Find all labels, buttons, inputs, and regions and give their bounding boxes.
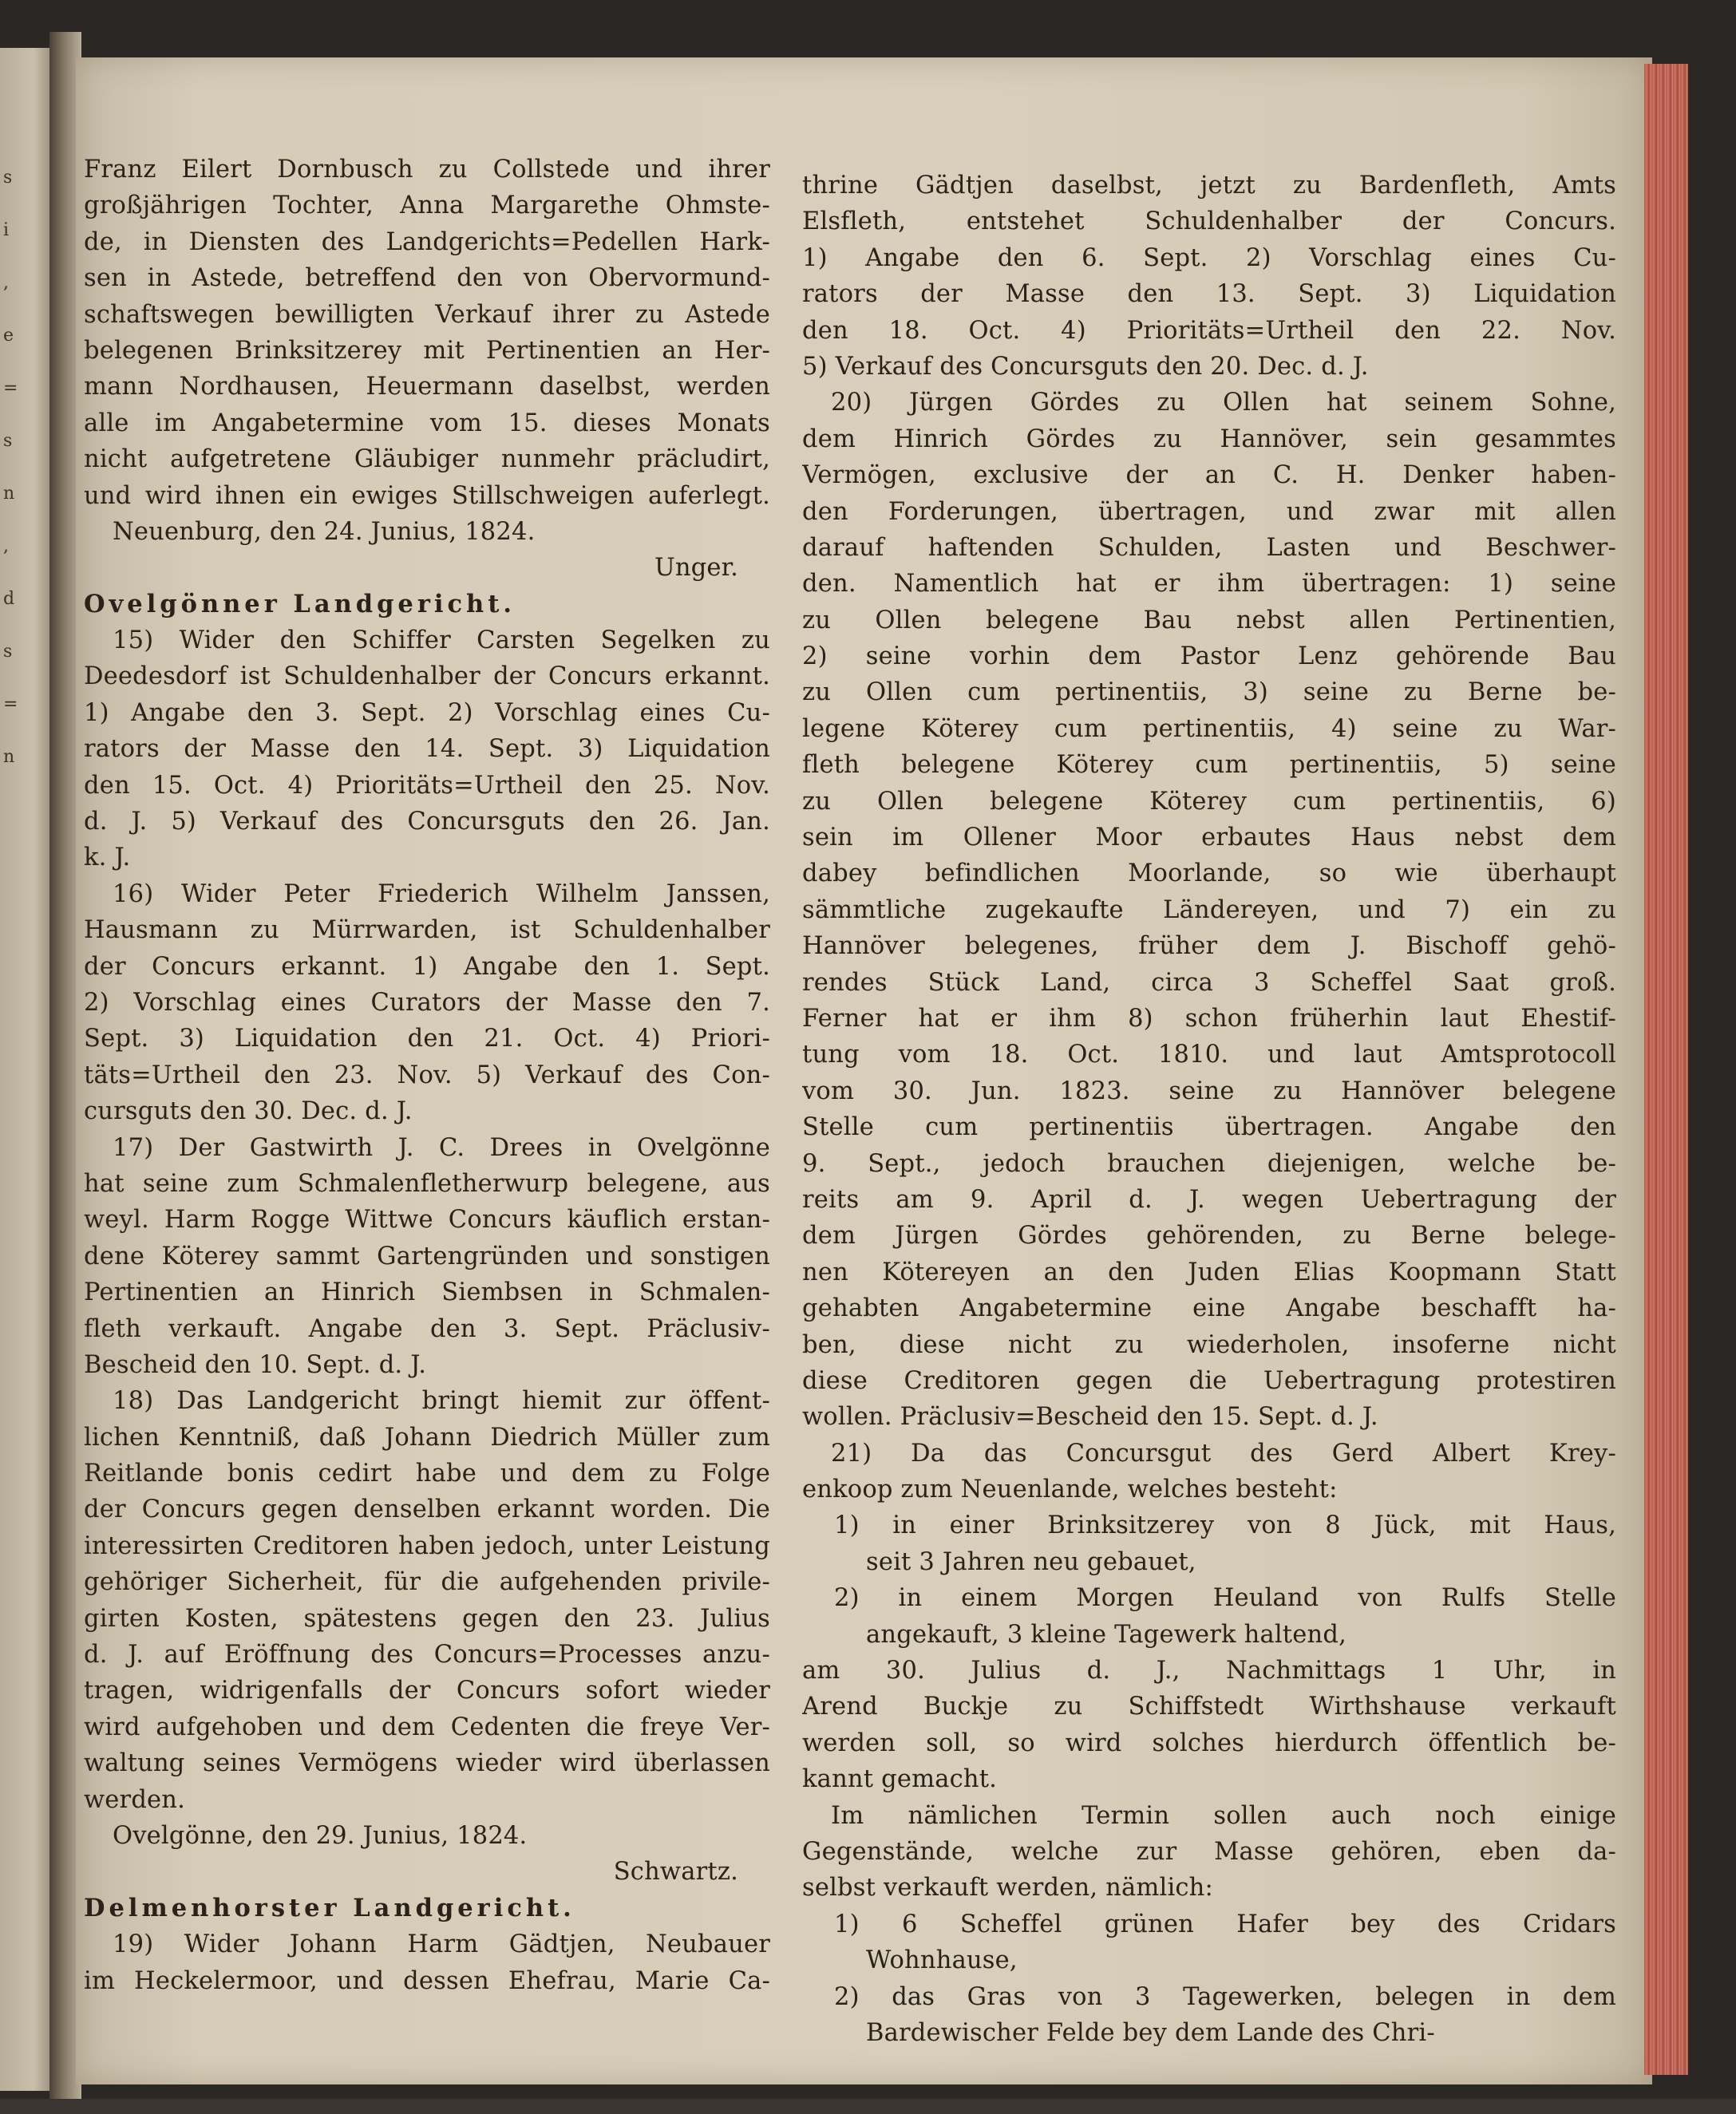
left-column-line: hat seine zum Schmalenfletherwurp belegene, aus xyxy=(84,1169,770,1198)
left-column-line: nicht aufgetretene Gläubiger nunmehr präcludirt, xyxy=(84,445,770,474)
left-column-line: Delmenhorster Landgericht. xyxy=(84,1893,575,1922)
left-column-line: Bescheid den 10. Sept. d. J. xyxy=(84,1350,427,1379)
margin-fragment: n xyxy=(3,747,15,767)
margin-fragment: e xyxy=(3,326,14,346)
right-column-line: selbst verkauft werden, nämlich: xyxy=(802,1874,1213,1903)
left-column-line: k. J. xyxy=(84,844,131,872)
left-column-line: werden. xyxy=(84,1785,186,1814)
right-column-line: 2) das Gras von 3 Tagewerken, belegen in dem xyxy=(834,1982,1616,2011)
right-column-line: 1) in einer Brinksitzerey von 8 Jück, mit Haus, xyxy=(834,1511,1616,1540)
right-column-line: dabey befindlichen Moorlande, so wie überhaupt xyxy=(802,859,1616,888)
left-column-line: mann Nordhausen, Heuermann daselbst, werden xyxy=(84,373,770,401)
margin-fragment: d xyxy=(3,589,15,609)
left-column-line: de, in Diensten des Landgerichts=Pedellen Hark- xyxy=(84,227,770,256)
right-column-line: diese Creditoren gegen die Uebertragung protestiren xyxy=(802,1366,1616,1395)
left-column-line: gehöriger Sicherheit, für die aufgehenden privile- xyxy=(84,1568,770,1597)
right-column-line: darauf haftenden Schulden, Lasten und Beschwer- xyxy=(802,533,1616,562)
margin-fragment: , xyxy=(3,273,9,293)
left-column-line: interessirten Creditoren haben jedoch, unter Leistung xyxy=(84,1531,770,1560)
right-column-line: zu Ollen belegene Bau nebst allen Pertinentien, xyxy=(802,606,1616,634)
page-fore-edge xyxy=(1644,64,1688,2075)
margin-fragment: , xyxy=(3,536,9,556)
right-column-line: rators der Masse den 13. Sept. 3) Liquidation xyxy=(802,280,1616,309)
left-column-line: Neuenburg, den 24. Junius, 1824. xyxy=(113,517,536,546)
right-column-line: 20) Jürgen Gördes zu Ollen hat seinem Sohne, xyxy=(831,389,1616,417)
right-column-line: Bardewischer Felde bey dem Lande des Chri- xyxy=(866,2018,1435,2047)
left-column-line: Sept. 3) Liquidation den 21. Oct. 4) Priori- xyxy=(84,1025,770,1053)
left-column-line: und wird ihnen ein ewiges Stillschweigen auferlegt. xyxy=(84,481,770,510)
margin-fragment: = xyxy=(3,694,18,714)
right-column-line: Im nämlichen Termin sollen auch noch einige xyxy=(831,1801,1616,1830)
left-column-line: schaftswegen bewilligten Verkauf ihrer zu Astede xyxy=(84,300,770,329)
left-column-line: Unger. xyxy=(654,554,738,583)
right-column-line: nen Kötereyen an den Juden Elias Koopmann Statt xyxy=(802,1258,1616,1286)
right-column-line: angekauft, 3 kleine Tagewerk haltend, xyxy=(866,1620,1346,1649)
right-column-line: rendes Stück Land, circa 3 Scheffel Saat groß. xyxy=(802,968,1616,997)
right-column-line: sein im Ollener Moor erbautes Haus nebst dem xyxy=(802,824,1616,852)
left-column-line: 2) Vorschlag eines Curators der Masse den 7. xyxy=(84,988,770,1017)
right-column-line: thrine Gädtjen daselbst, jetzt zu Bardenfleth, Amts xyxy=(802,172,1616,200)
left-column-line: den 15. Oct. 4) Prioritäts=Urtheil den 25. Nov. xyxy=(84,771,770,800)
left-column-line: fleth verkauft. Angabe den 3. Sept. Präclusiv- xyxy=(84,1314,770,1343)
left-column-line: 18) Das Landgericht bringt hiemit zur öffent- xyxy=(113,1387,770,1416)
right-column-line: Wohnhause, xyxy=(866,1946,1018,1975)
margin-fragment: s xyxy=(3,431,13,451)
left-column-line: rators der Masse den 14. Sept. 3) Liquidation xyxy=(84,735,770,764)
left-column-line: belegenen Brinksitzerey mit Pertinentien an Her- xyxy=(84,336,770,365)
right-column-line: am 30. Julius d. J., Nachmittags 1 Uhr, in xyxy=(802,1657,1616,1685)
left-column-line: wird aufgehoben und dem Cedenten die freye Ver- xyxy=(84,1713,770,1741)
left-column-line: Hausmann zu Mürrwarden, ist Schuldenhalber xyxy=(84,916,770,945)
margin-fragment: s xyxy=(3,642,13,662)
left-column-line: Deedesdorf ist Schuldenhalber der Concurs erkannt. xyxy=(84,662,770,691)
right-column-line: ben, diese nicht zu wiederholen, insoferne nicht xyxy=(802,1330,1616,1359)
left-column-line: 15) Wider den Schiffer Carsten Segelken zu xyxy=(113,626,770,655)
right-column-line: Gegenstände, welche zur Masse gehören, eben da- xyxy=(802,1837,1616,1866)
left-text-column xyxy=(84,152,770,1999)
right-column-line: enkoop zum Neuenlande, welches besteht: xyxy=(802,1476,1338,1504)
right-column-line: 1) 6 Scheffel grünen Hafer bey des Cridars xyxy=(834,1910,1616,1938)
right-column-line: seit 3 Jahren neu gebauet, xyxy=(866,1547,1196,1576)
bottom-strip xyxy=(0,2099,1736,2114)
left-column-line: sen in Astede, betreffend den von Obervormund- xyxy=(84,264,770,293)
right-column-line: 2) seine vorhin dem Pastor Lenz gehörende Bau xyxy=(802,642,1616,671)
right-column-line: den. Namentlich hat er ihm übertragen: 1) seine xyxy=(802,570,1616,599)
right-column-line: Vermögen, exclusive der an C. H. Denker haben- xyxy=(802,461,1616,490)
right-column-line: zu Ollen belegene Köterey cum pertinentiis, 6) xyxy=(802,787,1616,816)
right-column-line: wollen. Präclusiv=Bescheid den 15. Sept. d. J. xyxy=(802,1403,1378,1432)
right-column-line: Hannöver belegenes, früher dem J. Bischoff gehö- xyxy=(802,932,1616,961)
left-column-line: Schwartz. xyxy=(613,1858,738,1887)
right-column-line: Elsfleth, entstehet Schuldenhalber der Concurs. xyxy=(802,207,1616,236)
left-column-line: der Concurs erkannt. 1) Angabe den 1. Sept. xyxy=(84,952,770,981)
left-column-line: dene Köterey sammt Gartengründen und sonstigen xyxy=(84,1242,770,1270)
left-column-line: waltung seines Vermögens wieder wird überlassen xyxy=(84,1749,770,1778)
left-column-line: girten Kosten, spätestens gegen den 23. Julius xyxy=(84,1604,770,1633)
left-column-line: Reitlande bonis cedirt habe und dem zu Folge xyxy=(84,1460,770,1488)
right-column-line: Ferner hat er ihm 8) schon früherhin laut Ehestif- xyxy=(802,1004,1616,1033)
right-column-line: Stelle cum pertinentiis übertragen. Angabe den xyxy=(802,1113,1616,1142)
right-column-line: fleth belegene Köterey cum pertinentiis, 5) seine xyxy=(802,751,1616,780)
left-column-line: d. J. 5) Verkauf des Concursguts den 26. Jan. xyxy=(84,808,770,836)
right-column-line: den 18. Oct. 4) Prioritäts=Urtheil den 22. Nov. xyxy=(802,316,1616,345)
left-column-line: 17) Der Gastwirth J. C. Drees in Ovelgönne xyxy=(113,1133,770,1162)
left-column-line: cursguts den 30. Dec. d. J. xyxy=(84,1097,413,1126)
left-column-line: Ovelgönne, den 29. Junius, 1824. xyxy=(113,1821,528,1850)
left-column-line: der Concurs gegen denselben erkannt worden. Die xyxy=(84,1496,770,1524)
right-column-line: reits am 9. April d. J. wegen Uebertragung der xyxy=(802,1185,1616,1214)
left-column-line: im Heckelermoor, und dessen Ehefrau, Marie Ca- xyxy=(84,1966,770,1995)
left-column-line: Ovelgönner Landgericht. xyxy=(84,589,516,618)
right-column-line: 9. Sept., jedoch brauchen diejenigen, welche be- xyxy=(802,1149,1616,1178)
left-column-line: 19) Wider Johann Harm Gädtjen, Neubauer xyxy=(113,1930,770,1959)
right-column-line: sämmtliche zugekaufte Ländereyen, und 7) ein zu xyxy=(802,895,1616,924)
left-column-line: täts=Urtheil den 23. Nov. 5) Verkauf des Con- xyxy=(84,1061,770,1089)
left-column-line: weyl. Harm Rogge Wittwe Concurs käuflich erstan- xyxy=(84,1206,770,1235)
left-column-line: großjährigen Tochter, Anna Margarethe Ohmste- xyxy=(84,192,770,220)
facing-page-margin-fragments xyxy=(3,152,27,784)
left-column-line: Pertinentien an Hinrich Siembsen in Schmalen- xyxy=(84,1278,770,1307)
right-column-line: tung vom 18. Oct. 1810. und laut Amtsprotocoll xyxy=(802,1041,1616,1069)
left-column-line: 1) Angabe den 3. Sept. 2) Vorschlag eines Cu- xyxy=(84,698,770,727)
right-text-column xyxy=(802,168,1616,2051)
left-column-line: alle im Angabetermine vom 15. dieses Monats xyxy=(84,409,770,437)
right-column-line: kannt gemacht. xyxy=(802,1765,998,1794)
right-column-line: gehabten Angabetermine eine Angabe beschafft ha- xyxy=(802,1294,1616,1323)
right-column-line: legene Köterey cum pertinentiis, 4) seine zu War- xyxy=(802,714,1616,743)
right-column-line: 21) Da das Concursgut des Gerd Albert Krey- xyxy=(831,1439,1616,1468)
right-column-line: dem Hinrich Gördes zu Hannöver, sein gesammtes xyxy=(802,425,1616,453)
margin-fragment: s xyxy=(3,168,13,188)
right-column-line: werden soll, so wird solches hierdurch öffentlich be- xyxy=(802,1729,1616,1757)
left-column-line: Franz Eilert Dornbusch zu Collstede und ihrer xyxy=(84,156,770,184)
margin-fragment: i xyxy=(3,220,10,240)
left-column-line: 16) Wider Peter Friederich Wilhelm Janssen, xyxy=(113,879,770,908)
right-column-line: den Forderungen, übertragen, und zwar mit allen xyxy=(802,497,1616,526)
right-column-line: 2) in einem Morgen Heuland von Rulfs Stelle xyxy=(834,1584,1616,1613)
left-column-line: lichen Kenntniß, daß Johann Diedrich Müller zum xyxy=(84,1423,770,1452)
margin-fragment: = xyxy=(3,378,18,398)
right-column-line: dem Jürgen Gördes gehörenden, zu Berne belege- xyxy=(802,1222,1616,1251)
right-column-line: 1) Angabe den 6. Sept. 2) Vorschlag eines Cu- xyxy=(802,243,1616,272)
right-column-line: 5) Verkauf des Concursguts den 20. Dec. d. J. xyxy=(802,352,1369,381)
left-column-line: tragen, widrigenfalls der Concurs sofort wieder xyxy=(84,1677,770,1705)
left-column-line: d. J. auf Eröffnung des Concurs=Processes anzu- xyxy=(84,1641,770,1669)
margin-fragment: n xyxy=(3,484,15,504)
right-column-line: vom 30. Jun. 1823. seine zu Hannöver belegene xyxy=(802,1077,1616,1105)
right-column-line: Arend Buckje zu Schiffstedt Wirthshause verkauft xyxy=(802,1693,1616,1721)
right-column-line: zu Ollen cum pertinentiis, 3) seine zu Berne be- xyxy=(802,678,1616,707)
